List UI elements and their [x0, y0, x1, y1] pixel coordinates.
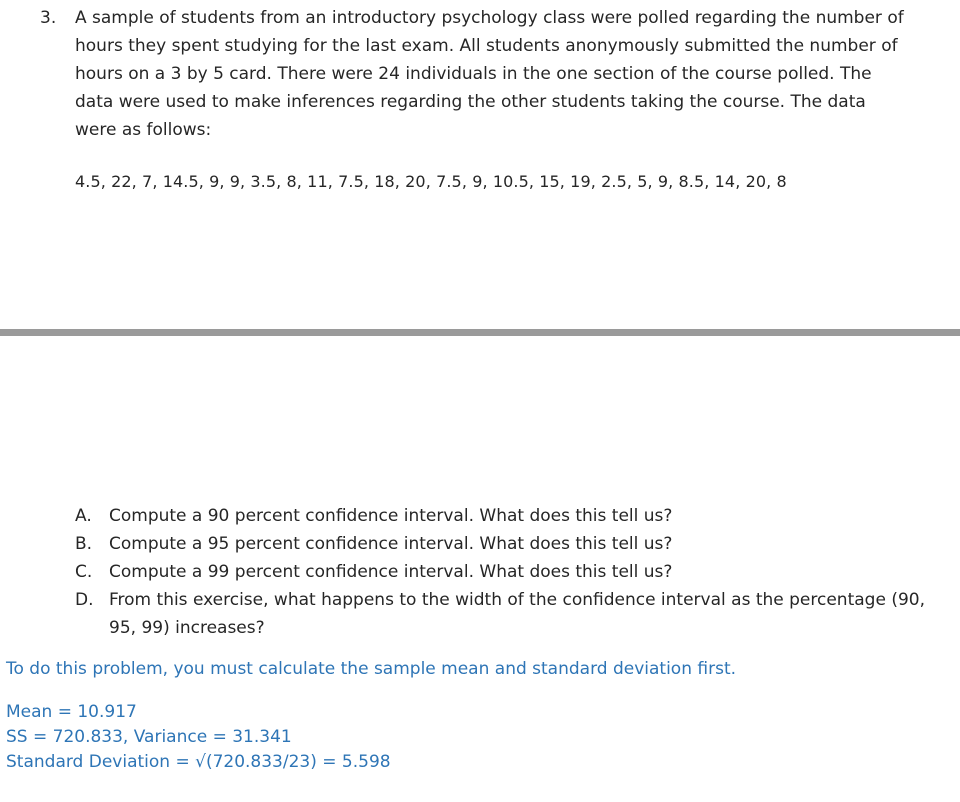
section-divider [0, 329, 960, 336]
part-c-text: Compute a 99 percent confidence interval. What does this tell us? [109, 562, 673, 582]
question-parts-list [75, 502, 935, 642]
answer-intro: To do this problem, you must calculate the sample mean and standard deviation first. [6, 659, 737, 679]
part-b-text: Compute a 95 percent confidence interval. What does this tell us? [109, 534, 673, 554]
part-b [75, 530, 935, 558]
part-a-letter: A. [75, 506, 92, 526]
part-a-text: Compute a 90 percent confidence interval. What does this tell us? [109, 506, 673, 526]
data-values: 4.5, 22, 7, 14.5, 9, 9, 3.5, 8, 11, 7.5, 18, 20, 7.5, 9, 10.5, 15, 19, 2.5, 5, 9, 8.5, 14, 20, 8 [75, 172, 787, 191]
answer-mean: Mean = 10.917 [6, 702, 137, 722]
answer-ss-variance: SS = 720.833, Variance = 31.341 [6, 727, 292, 747]
question-text: A sample of students from an introductory psychology class were polled regarding the number of hours they spent studying for the last exam. All students anonymously submitted the number of hours on a 3 by 5 card. There were 24 individuals in the one section of the course polled. The data were used to make inferences regarding the other students taking the course. The data were as follows: [75, 8, 904, 140]
part-d-letter: D. [75, 590, 94, 610]
part-b-letter: B. [75, 534, 93, 554]
question-number: 3. [40, 8, 57, 28]
part-a [75, 502, 935, 530]
answer-std-dev: Standard Deviation = √(720.833/23) = 5.598 [6, 752, 391, 772]
part-d [75, 586, 935, 642]
part-d-text: From this exercise, what happens to the width of the confidence interval as the percentage (90, 95, 99) increases? [109, 590, 925, 638]
part-c-letter: C. [75, 562, 93, 582]
part-c [75, 558, 935, 586]
